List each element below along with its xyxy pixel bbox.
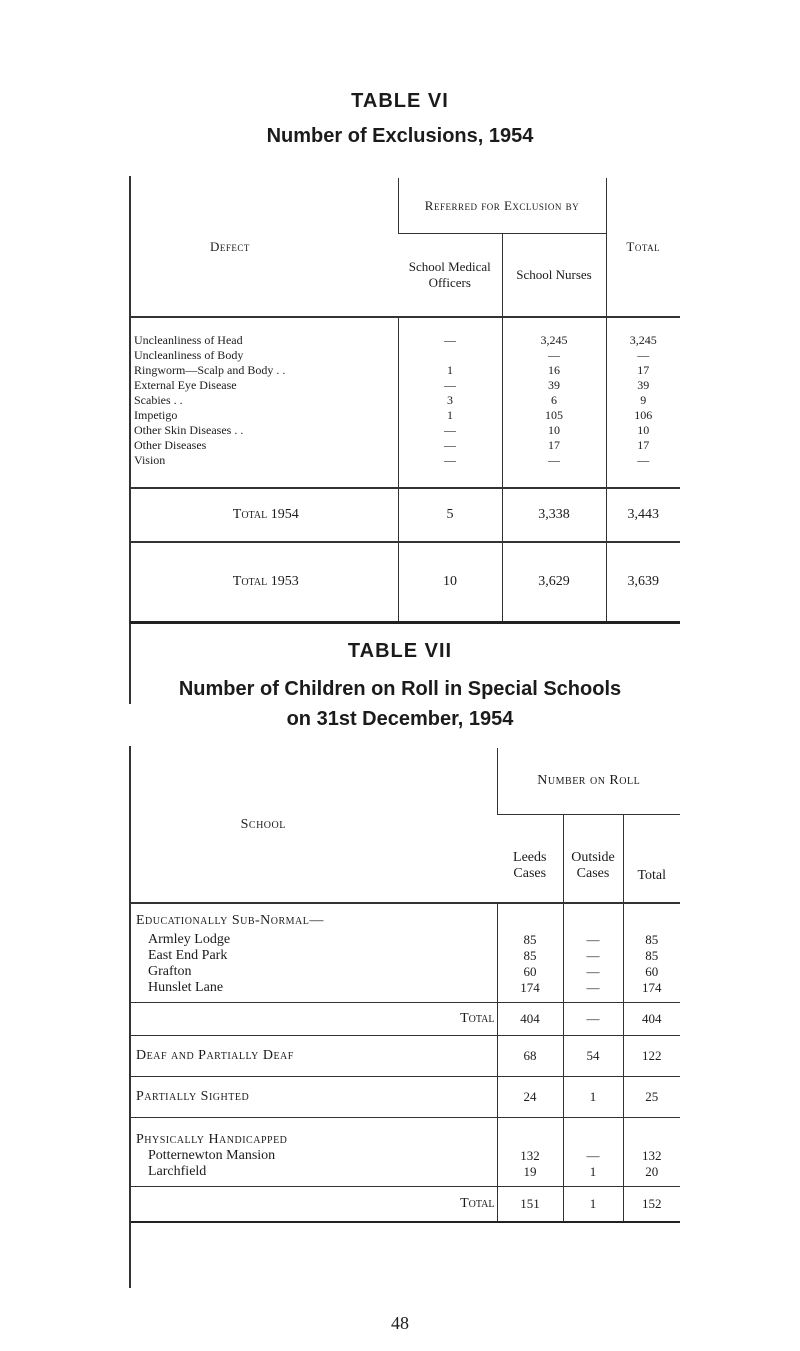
smo-value: 1: [398, 363, 502, 378]
sn-value: 3,245: [502, 333, 606, 348]
total-1954-label: Total 1954: [130, 488, 398, 542]
partially-sighted-row: [130, 1077, 680, 1118]
table-row: [130, 932, 680, 948]
sn-value: 16: [502, 363, 606, 378]
defect-label: External Eye Disease: [134, 378, 237, 392]
total-value: —: [606, 453, 680, 468]
leeds-value: 68: [497, 1036, 563, 1077]
total-1954-row: [130, 488, 680, 542]
leeds-value: 24: [497, 1077, 563, 1118]
defect-label: Other Diseases: [134, 438, 207, 452]
sn-value: 17: [502, 438, 606, 453]
sn-value: 3,338: [502, 488, 606, 542]
school-name: Armley Lodge: [148, 932, 231, 947]
table-row: [130, 378, 680, 393]
esn-total-row: [130, 1003, 680, 1036]
table7-left-border: [129, 746, 131, 1288]
outside-value: 1: [563, 1164, 623, 1187]
table-row: [130, 348, 680, 363]
esn-total-label: Total: [130, 1003, 497, 1036]
leeds-value: 404: [497, 1003, 563, 1036]
partially-sighted-label: Partially Sighted: [130, 1077, 497, 1118]
smo-value: [398, 348, 502, 363]
total-value: 9: [606, 393, 680, 408]
special-schools-table: [130, 748, 680, 1223]
table-row: [130, 423, 680, 438]
total-value: —: [606, 348, 680, 363]
sn-header: School Nurses: [502, 234, 606, 317]
defect-label: Impetigo: [134, 408, 178, 422]
outside-value: —: [563, 1148, 623, 1164]
table-row: [130, 1148, 680, 1164]
defect-label: Ringworm—Scalp and Body . .: [134, 363, 286, 377]
smo-value: —: [398, 378, 502, 393]
outside-value: 1: [563, 1187, 623, 1223]
total-value: 152: [623, 1187, 680, 1223]
smo-value: 5: [398, 488, 502, 542]
total-value: 3,443: [606, 488, 680, 542]
exclusions-table: [130, 178, 680, 624]
total-value: 122: [623, 1036, 680, 1077]
total-value: 39: [606, 378, 680, 393]
total-value: 404: [623, 1003, 680, 1036]
deaf-label: Deaf and Partially Deaf: [130, 1036, 497, 1077]
total-1953-row: [130, 542, 680, 623]
ph-heading-row: [130, 1118, 680, 1149]
sn-value: 6: [502, 393, 606, 408]
defect-label: Uncleanliness of Head: [134, 333, 243, 347]
smo-value: —: [398, 453, 502, 468]
smo-value: 10: [398, 542, 502, 623]
outside-value: —: [563, 1003, 623, 1036]
school-name: Grafton: [148, 964, 192, 979]
table-row: [130, 980, 680, 1003]
defect-label: Uncleanliness of Body: [134, 348, 244, 362]
total-value: 3,639: [606, 542, 680, 623]
table-row: [130, 948, 680, 964]
leeds-value: 85: [497, 932, 563, 948]
table-row: [130, 333, 680, 348]
total-header: Total: [606, 178, 680, 316]
table-row: [130, 363, 680, 378]
smo-value: 1: [398, 408, 502, 423]
table-row: [130, 964, 680, 980]
sn-value: —: [502, 348, 606, 363]
total-value: 85: [623, 932, 680, 948]
sn-value: 10: [502, 423, 606, 438]
outside-value: —: [563, 964, 623, 980]
total-value: 106: [606, 408, 680, 423]
total-value: 25: [623, 1077, 680, 1118]
smo-value: —: [398, 333, 502, 348]
total-1953-label: Total 1953: [130, 542, 398, 623]
outside-value: —: [563, 932, 623, 948]
table6-subtitle: Number of Exclusions, 1954: [266, 125, 534, 147]
school-name: Hunslet Lane: [148, 980, 224, 995]
total-header: Total: [623, 815, 680, 904]
total-value: 60: [623, 964, 680, 980]
table7-subtitle-line2: on 31st December, 1954: [286, 708, 514, 730]
outside-cases-header: Outside Cases: [563, 815, 623, 904]
smo-header: School Medical Officers: [408, 259, 491, 290]
leeds-value: 174: [497, 980, 563, 1003]
outside-value: 1: [563, 1077, 623, 1118]
table7-title: TABLE VII: [347, 640, 453, 662]
leeds-value: 151: [497, 1187, 563, 1223]
sn-value: —: [502, 453, 606, 468]
smo-value: 3: [398, 393, 502, 408]
outside-value: —: [563, 948, 623, 964]
ph-total-label: Total: [130, 1187, 497, 1223]
table-row: [130, 408, 680, 423]
smo-value: —: [398, 423, 502, 438]
leeds-cases-header: Leeds Cases: [513, 849, 547, 881]
sn-value: 105: [502, 408, 606, 423]
total-value: 132: [623, 1148, 680, 1164]
total-value: 17: [606, 438, 680, 453]
leeds-value: 19: [497, 1164, 563, 1187]
table-row: [130, 453, 680, 468]
table-row: [130, 438, 680, 453]
defect-label: Other Skin Diseases . .: [134, 423, 244, 437]
leeds-value: 132: [497, 1148, 563, 1164]
sn-value: 3,629: [502, 542, 606, 623]
total-value: 85: [623, 948, 680, 964]
table6-title: TABLE VI: [351, 90, 449, 112]
school-name: Larchfield: [148, 1164, 207, 1179]
total-value: 20: [623, 1164, 680, 1187]
total-value: 10: [606, 423, 680, 438]
total-value: 17: [606, 363, 680, 378]
page-number: 48: [391, 1313, 409, 1333]
esn-heading: Educationally Sub-Normal—: [130, 903, 497, 932]
smo-value: —: [398, 438, 502, 453]
defect-header: Defect: [210, 239, 250, 254]
sn-value: 39: [502, 378, 606, 393]
outside-value: —: [563, 980, 623, 1003]
total-value: 174: [623, 980, 680, 1003]
referred-header: Referred for Exclusion by: [398, 178, 606, 234]
ph-heading: Physically Handicapped: [130, 1118, 497, 1149]
school-name: East End Park: [148, 948, 228, 963]
table7-subtitle-line1: Number of Children on Roll in Special Schools: [178, 678, 622, 700]
deaf-row: [130, 1036, 680, 1077]
defect-label: Scabies . .: [134, 393, 183, 407]
esn-heading-row: [130, 903, 680, 932]
total-value: 3,245: [606, 333, 680, 348]
number-on-roll-header: Number on Roll: [497, 748, 680, 815]
defect-label: Vision: [134, 453, 166, 467]
leeds-value: 60: [497, 964, 563, 980]
school-name: Potternewton Mansion: [148, 1148, 276, 1163]
leeds-value: 85: [497, 948, 563, 964]
table-row: [130, 393, 680, 408]
outside-value: 54: [563, 1036, 623, 1077]
ph-total-row: [130, 1187, 680, 1223]
table-row: [130, 1164, 680, 1187]
school-header: School: [240, 817, 286, 832]
